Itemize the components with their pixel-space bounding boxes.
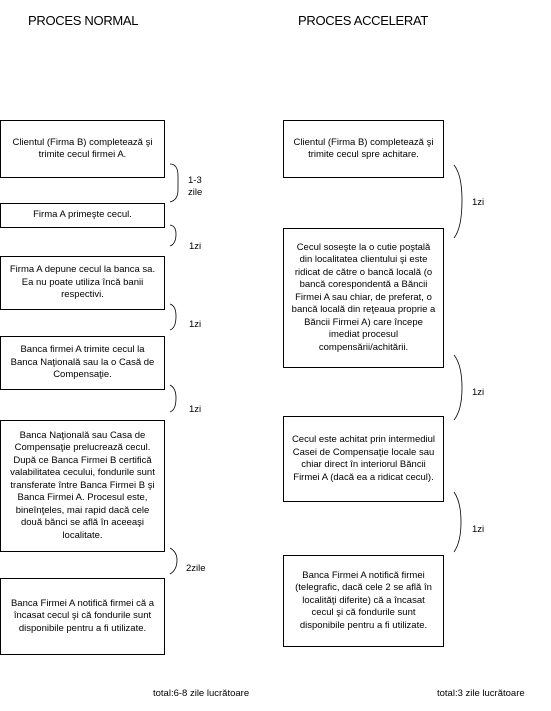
normal-total: total:6-8 zile lucrătoare bbox=[153, 688, 250, 699]
bracket-normal-2 bbox=[170, 225, 176, 246]
normal-step-6 bbox=[0, 578, 165, 655]
bracket-normal-5 bbox=[170, 548, 177, 574]
accelerat-step-1-text: Clientul (Firma B) completează şi trimite cecul spre achitare. bbox=[293, 136, 434, 160]
normal-step-1 bbox=[0, 120, 165, 178]
accelerat-duration-2: 1zi bbox=[472, 387, 485, 398]
accelerat-step-3-text: Cecul este achitat prin intermediul Casei de Compensaţie locale sau chiar direct în interiorul Băncii Firmei A (dacă ea a ridicat cecul). bbox=[291, 434, 436, 483]
normal-step-4-text: Banca firmei A trimite cecul la Banca Naţională sau la o Casă de Compensaţie. bbox=[10, 344, 155, 381]
normal-step-2 bbox=[0, 203, 165, 228]
normal-duration-5: 2zile bbox=[186, 563, 206, 574]
bracket-accelerat-1 bbox=[454, 165, 462, 238]
normal-step-5 bbox=[0, 420, 165, 552]
normal-duration-2: 1zi bbox=[189, 241, 202, 252]
bracket-normal-3 bbox=[170, 304, 176, 330]
normal-step-5-text: Banca Naţională sau Casa de Compensaţie prelucrează cecul. După ce Banca Firmei B certifică valabilitatea cecului, fondurile sunt transferate între Banca Firmei B şi Banca Firmei A. Procesul este, bineînţeles, mai rapid dacă cele două bănci se află în aceeaşi localitate. bbox=[10, 429, 155, 541]
accelerat-duration-1: 1zi bbox=[472, 197, 485, 208]
normal-duration-1: 1-3 zile bbox=[188, 175, 203, 198]
accelerat-step-3 bbox=[283, 416, 444, 502]
accelerat-step-4-text: Banca Firmei A notifică firmei (telegrafic, dacă cele 2 se află în localităţi diferite) că a încasat cecul şi că fondurile sunt disponibile pentru a fi utilizate. bbox=[295, 569, 432, 631]
header-proces-accelerat: PROCES ACCELERAT bbox=[298, 13, 429, 28]
accelerat-duration-3: 1zi bbox=[472, 524, 485, 535]
accelerat-step-2 bbox=[283, 228, 444, 368]
accelerat-step-1 bbox=[283, 120, 444, 178]
bracket-normal-4 bbox=[170, 385, 176, 412]
normal-duration-4: 1zi bbox=[189, 404, 202, 415]
header-proces-normal: PROCES NORMAL bbox=[28, 13, 139, 28]
bracket-normal-1 bbox=[170, 164, 178, 202]
normal-step-2-text: Firma A primeşte cecul. bbox=[33, 209, 132, 221]
bracket-accelerat-2 bbox=[454, 355, 462, 420]
accelerat-step-2-text: Cecul soseşte la o cutie poştală din localitatea clientului şi este ridicat de către o bancă locală (o bancă corespondentă a Băncii Firmei A sau chiar, de preferat, o bancă locală din reţeaua proprie a Băncii Firmei A) care începe imediat procesul compensării/achitării. bbox=[291, 241, 436, 353]
accelerat-step-4 bbox=[283, 555, 444, 647]
normal-duration-3: 1zi bbox=[189, 319, 202, 330]
normal-step-3-text: Firma A depune cecul la banca sa. Ea nu poate utiliza încă banii respectivi. bbox=[9, 264, 156, 301]
normal-step-3 bbox=[0, 256, 165, 310]
bracket-accelerat-3 bbox=[454, 492, 461, 552]
normal-step-4 bbox=[0, 336, 165, 390]
normal-step-1-text: Clientul (Firma B) completează şi trimite cecul firmei A. bbox=[12, 136, 153, 160]
accelerat-total: total:3 zile lucrătoare bbox=[437, 688, 525, 699]
normal-step-6-text: Banca Firmei A notifică firmei că a încasat cecul şi că fondurile sunt disponibile pentru a fi utilizate. bbox=[10, 597, 155, 634]
